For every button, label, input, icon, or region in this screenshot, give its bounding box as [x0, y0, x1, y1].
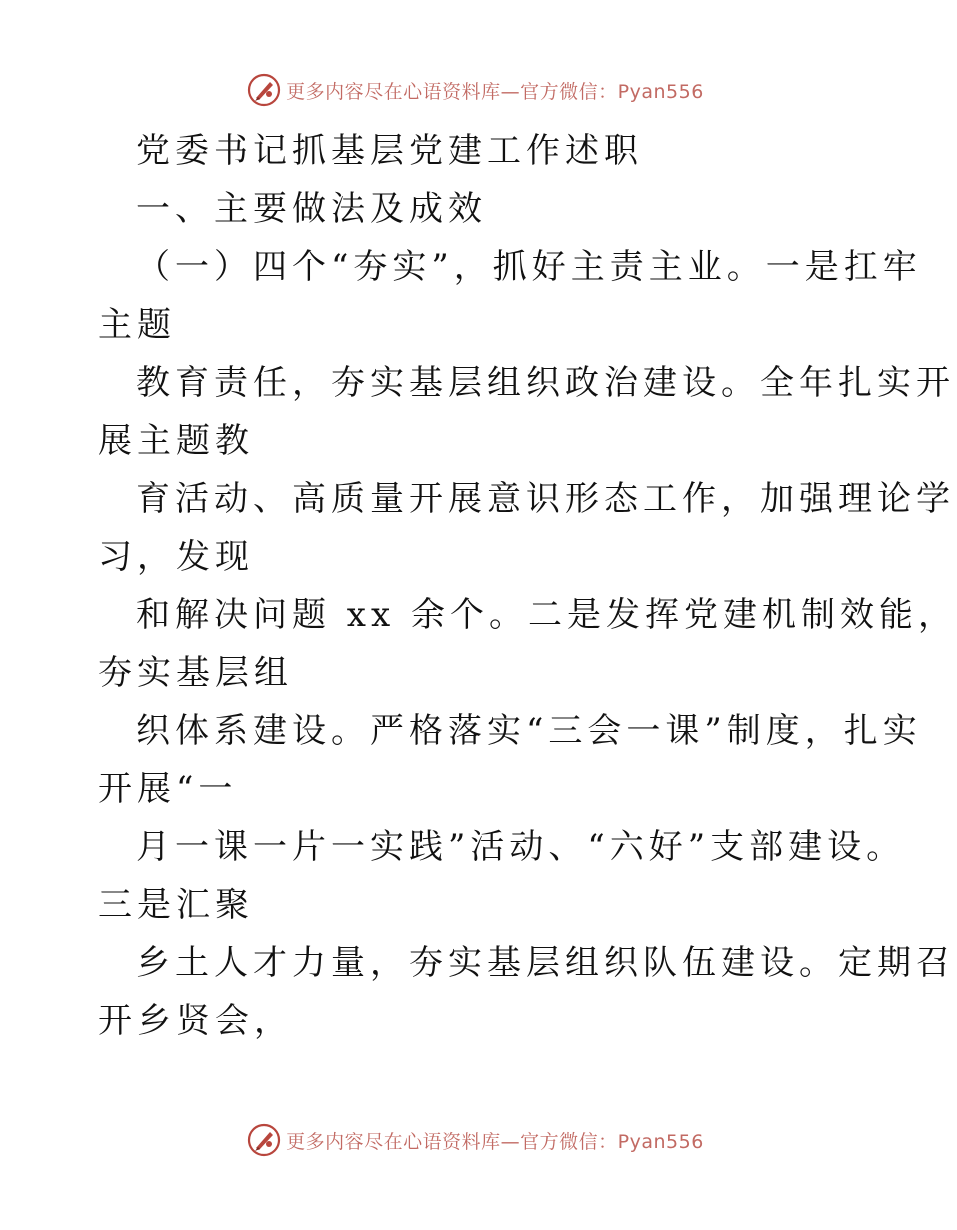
paragraph-line: 习，发现 — [98, 537, 254, 577]
paragraph-line: 乡土人才力量，夯实基层组织队伍建设。定期召 — [136, 943, 955, 983]
document-title: 党委书记抓基层党建工作述职 — [136, 131, 643, 171]
document-body — [98, 122, 957, 1050]
watermark-text: 更多内容尽在心语资料库—官方微信：Pyan556 — [286, 1130, 704, 1153]
paragraph-line: 三是汇聚 — [98, 885, 254, 925]
paragraph-line: 夯实基层组 — [98, 653, 293, 693]
watermark-text: 更多内容尽在心语资料库—官方微信：Pyan556 — [286, 80, 704, 103]
paragraph-line: 织体系建设。严格落实“三会一课”制度，扎实 — [136, 711, 922, 751]
paragraph-line: 和解决问题 xx 余个。二是发挥党建机制效能， — [136, 595, 957, 635]
paragraph-line: 育活动、高质量开展意识形态工作，加强理论学 — [136, 479, 955, 519]
paragraph-line: （一）四个“夯实”，抓好主责主业。一是扛牢 — [136, 247, 922, 287]
paragraph-line: 教育责任，夯实基层组织政治建设。全年扎实开 — [136, 363, 955, 403]
paragraph-line: 开展“一 — [98, 769, 238, 809]
watermark-header — [0, 70, 950, 110]
paragraph-line: 展主题教 — [98, 421, 254, 461]
quill-pen-logo-icon — [246, 72, 282, 108]
paragraph-line: 开乡贤会， — [98, 1001, 293, 1041]
section-heading: 一、主要做法及成效 — [136, 189, 487, 229]
watermark-footer — [0, 1120, 950, 1160]
paragraph-line: 主题 — [98, 305, 176, 345]
quill-pen-logo-icon — [246, 1122, 282, 1158]
paragraph-line: 月一课一片一实践”活动、“六好”支部建设。 — [136, 827, 906, 867]
